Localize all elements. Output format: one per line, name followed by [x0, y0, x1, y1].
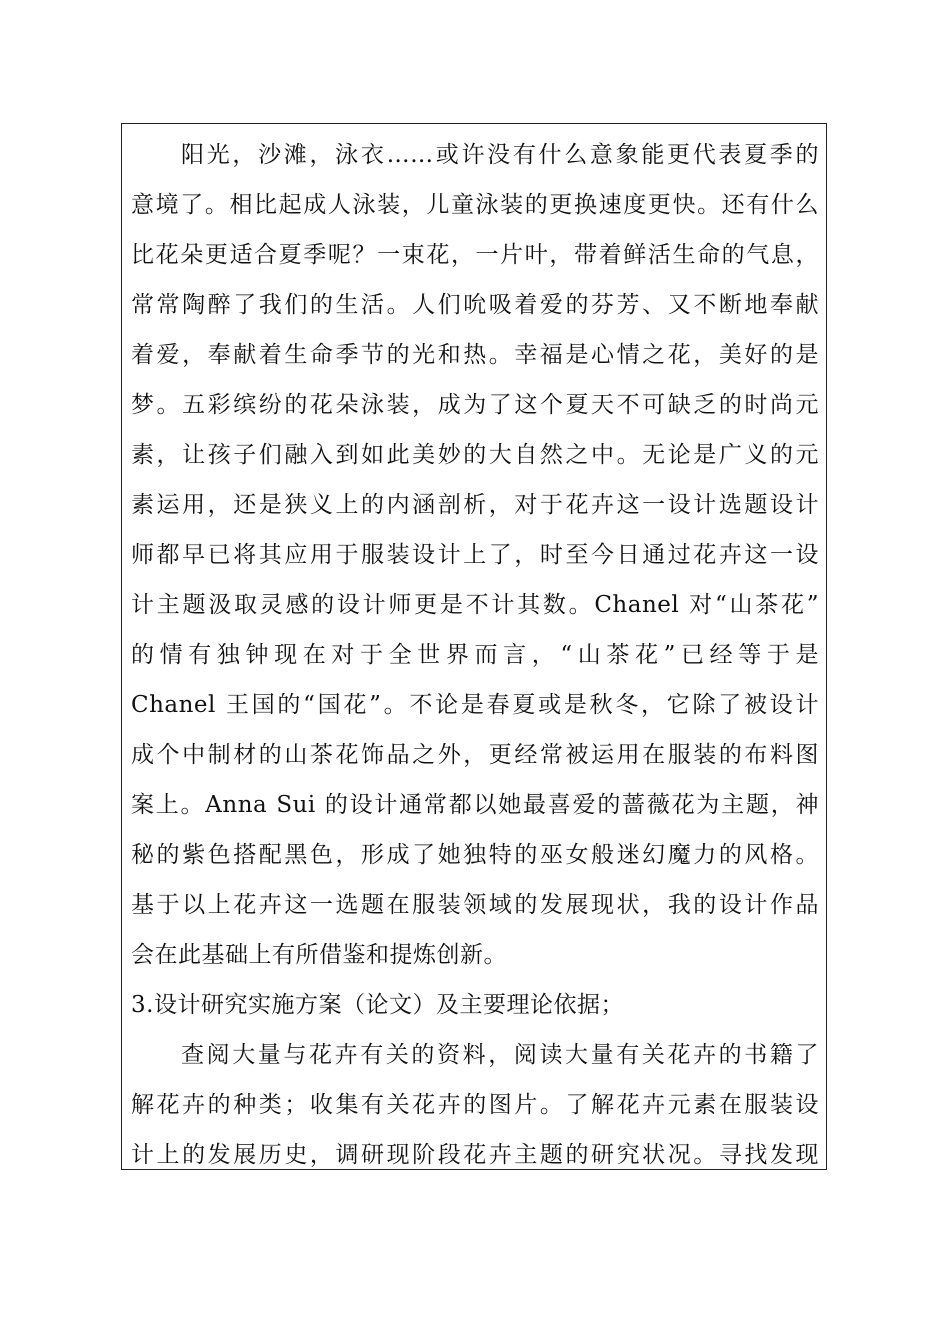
- text-line: 成个中制材的山茶花饰品之外，更经常被运用在服装的布料图: [131, 742, 819, 768]
- text-line: 秘的紫色搭配黑色，形成了她独特的巫女般迷幻魔力的风格。: [131, 842, 819, 868]
- text-line: 着爱，奉献着生命季节的光和热。幸福是心情之花，美好的是: [131, 342, 819, 368]
- text-line: 计上的发展历史，调研现阶段花卉主题的研究状况。寻找发现: [131, 1142, 819, 1168]
- text-line: 查阅大量与花卉有关的资料，阅读大量有关花卉的书籍了: [181, 1042, 819, 1068]
- text-line: 3.设计研究实施方案（论文）及主要理论依据；: [131, 992, 624, 1018]
- text-line: 素运用，还是狭义上的内涵剖析，对于花卉这一设计选题设计: [131, 492, 819, 518]
- document-table-cell: [121, 123, 827, 1170]
- text-line: Chanel 王国的“国花”。不论是春夏或是秋冬，它除了被设计: [131, 692, 819, 718]
- text-line: 会在此基础上有所借鉴和提炼创新。: [131, 942, 507, 968]
- text-line: 解花卉的种类；收集有关花卉的图片。了解花卉元素在服装设: [131, 1092, 819, 1118]
- document-body: [131, 130, 819, 1170]
- text-line: 基于以上花卉这一选题在服装领域的发展现状，我的设计作品: [131, 892, 819, 918]
- text-line: 素，让孩子们融入到如此美妙的大自然之中。无论是广义的元: [131, 442, 819, 468]
- text-line: 常常陶醉了我们的生活。人们吮吸着爱的芬芳、又不断地奉献: [131, 292, 819, 318]
- text-line: 案上。Anna Sui 的设计通常都以她最喜爱的蔷薇花为主题，神: [131, 792, 819, 818]
- summer-flower-paragraph: [131, 130, 819, 980]
- text-line: 比花朵更适合夏季呢？一束花，一片叶，带着鲜活生命的气息，: [131, 242, 819, 268]
- section-heading: [131, 980, 819, 1030]
- text-line: 计主题汲取灵感的设计师更是不计其数。Chanel 对“山茶花”: [131, 592, 819, 618]
- text-line: 梦。五彩缤纷的花朵泳装，成为了这个夏天不可缺乏的时尚元: [131, 392, 819, 418]
- text-line: 意境了。相比起成人泳装，儿童泳装的更换速度更快。还有什么: [131, 192, 819, 218]
- text-line: 师都早已将其应用于服装设计上了，时至今日通过花卉这一设: [131, 542, 819, 568]
- research-method-paragraph: [131, 1030, 819, 1170]
- text-line: 阳光，沙滩，泳衣……或许没有什么意象能更代表夏季的: [181, 142, 819, 168]
- text-line: 的情有独钟现在对于全世界而言，“山茶花”已经等于是: [131, 642, 819, 668]
